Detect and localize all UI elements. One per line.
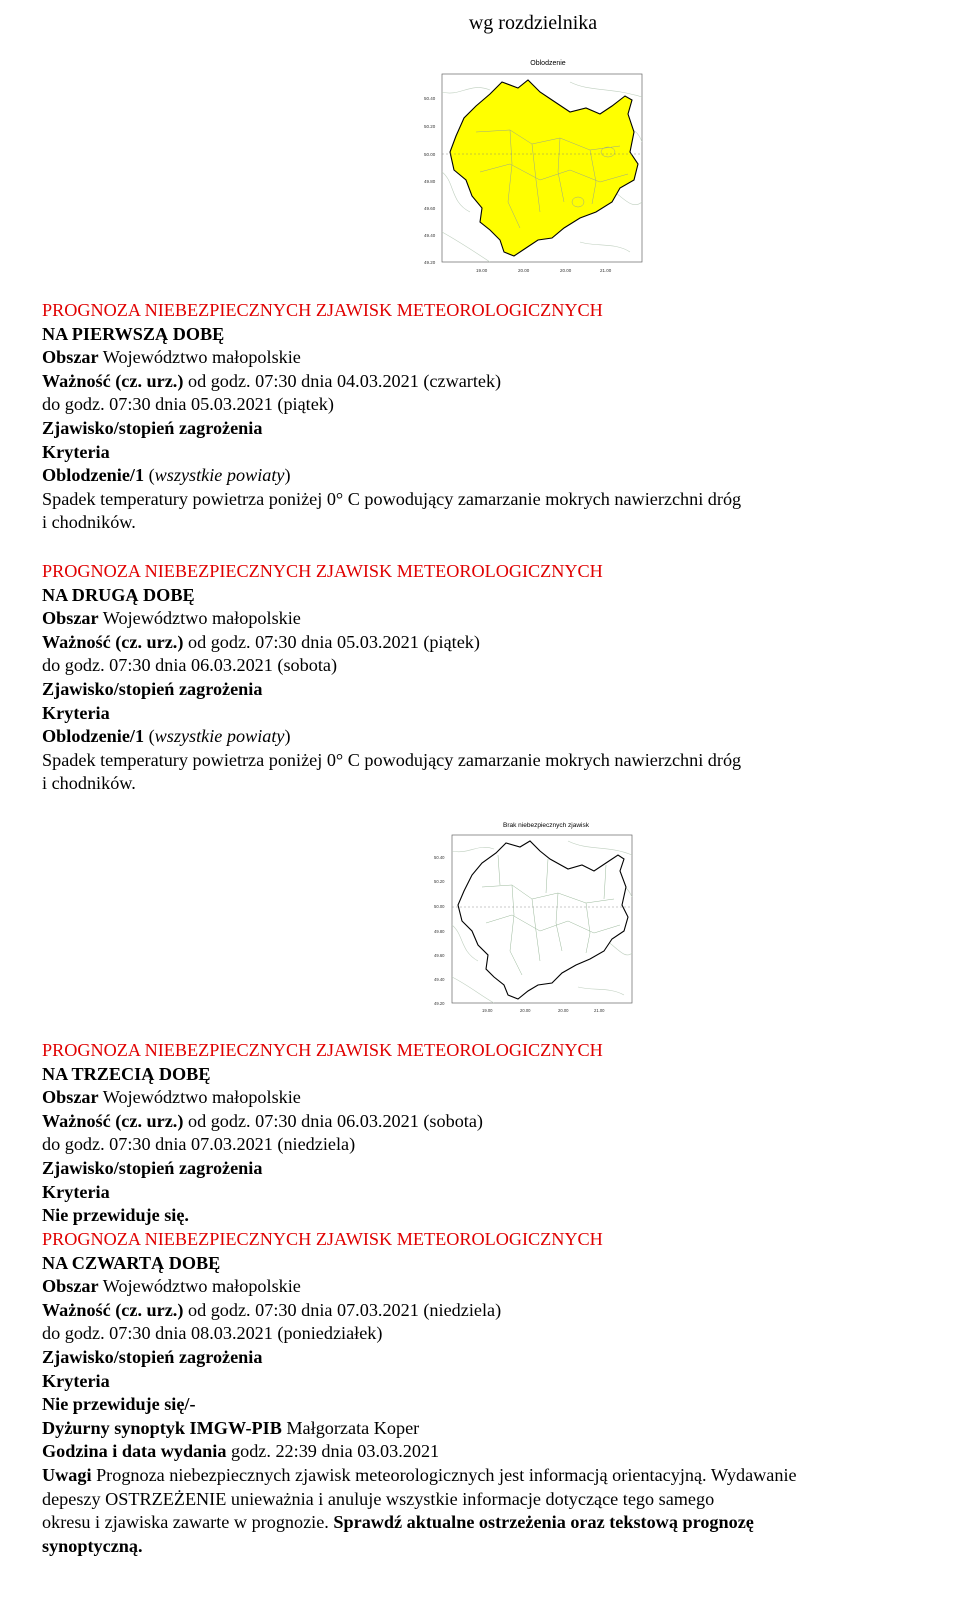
criteria-description: Spadek temperatury powietrza poniżej 0° C powodujący zamarzanie mokrych nawierzchni dróg — [42, 749, 742, 770]
validity-label: Ważność (cz. urz.) — [42, 1110, 184, 1131]
svg-text:19.00: 19.00 — [482, 1008, 493, 1013]
svg-text:49.40: 49.40 — [424, 233, 436, 238]
svg-text:50.20: 50.20 — [434, 879, 445, 884]
notes-check-warnings: Sprawdź aktualne ostrzeżenia oraz tekstową prognozę — [333, 1512, 754, 1533]
map-title: Brak niebezpiecznych zjawisk — [503, 822, 589, 829]
svg-text:50.40: 50.40 — [424, 96, 436, 101]
criteria-label: Kryteria — [42, 441, 110, 462]
svg-text:20.00: 20.00 — [558, 1008, 569, 1013]
area-label: Obszar — [42, 1087, 99, 1108]
svg-text:50.40: 50.40 — [434, 855, 445, 860]
svg-text:20.00: 20.00 — [520, 1008, 531, 1013]
validity-to: do godz. 07:30 dnia 06.03.2021 (sobota) — [42, 655, 338, 676]
validity-from: od godz. 07:30 dnia 06.03.2021 (sobota) — [183, 1110, 483, 1131]
svg-text:50.20: 50.20 — [424, 124, 436, 129]
area-value: Województwo małopolskie — [98, 1087, 301, 1108]
criteria-description-cont: i chodników. — [42, 512, 136, 533]
forecast-heading: PROGNOZA NIEBEZPIECZNYCH ZJAWISK METEOROLOGICZNYCH — [42, 561, 603, 581]
svg-text:49.40: 49.40 — [434, 977, 445, 982]
criteria-description: Spadek temperatury powietrza poniżej 0° C powodujący zamarzanie mokrych nawierzchni dróg — [42, 488, 742, 509]
map-no-hazards — [428, 815, 640, 1015]
no-hazards-value: Nie przewiduje się. — [42, 1205, 189, 1226]
validity-label: Ważność (cz. urz.) — [42, 1299, 184, 1320]
phenomenon-value: Oblodzenie/1 — [42, 465, 145, 486]
map-title: Oblodzenie — [530, 60, 566, 67]
forecast-day-3 — [42, 1039, 942, 1228]
forecast-heading: PROGNOZA NIEBEZPIECZNYCH ZJAWISK METEOROLOGICZNYCH — [42, 1229, 603, 1249]
phenomenon-label: Zjawisko/stopień zagrożenia — [42, 1346, 263, 1367]
svg-text:21.00: 21.00 — [600, 268, 612, 273]
validity-from: od godz. 07:30 dnia 05.03.2021 (piątek) — [183, 631, 480, 652]
svg-text:49.80: 49.80 — [434, 929, 445, 934]
forecast-heading: PROGNOZA NIEBEZPIECZNYCH ZJAWISK METEOROLOGICZNYCH — [42, 1040, 603, 1060]
svg-text:20.00: 20.00 — [560, 268, 572, 273]
forecast-day-label: NA CZWARTĄ DOBĘ — [42, 1252, 221, 1273]
notes-text-cont: depeszy OSTRZEŻENIE unieważnia i anuluje wszystkie informacje dotyczące tego samego — [42, 1488, 715, 1509]
validity-to: do godz. 07:30 dnia 05.03.2021 (piątek) — [42, 394, 334, 415]
issued-value: godz. 22:39 dnia 03.03.2021 — [226, 1441, 440, 1462]
forecast-day-label: NA TRZECIĄ DOBĘ — [42, 1063, 211, 1084]
validity-from: od godz. 07:30 dnia 07.03.2021 (niedziela) — [183, 1299, 502, 1320]
svg-text:50.00: 50.00 — [434, 904, 445, 909]
phenomenon-label: Zjawisko/stopień zagrożenia — [42, 417, 263, 438]
svg-text:49.80: 49.80 — [424, 179, 436, 184]
area-label: Obszar — [42, 1276, 99, 1297]
phenomenon-scope: wszystkie powiaty — [154, 465, 285, 486]
area-value: Województwo małopolskie — [98, 608, 301, 629]
phenomenon-value: Oblodzenie/1 — [42, 726, 145, 747]
notes-text: Prognoza niebezpiecznych zjawisk meteorologicznych jest informacją orientacyjną. Wydawanie — [91, 1464, 797, 1485]
map-icing — [420, 52, 650, 277]
notes-label: Uwagi — [42, 1464, 92, 1485]
area-value: Województwo małopolskie — [98, 1276, 301, 1297]
svg-text:19.00: 19.00 — [476, 268, 488, 273]
forecaster-name: Małgorzata Koper — [281, 1417, 420, 1438]
validity-label: Ważność (cz. urz.) — [42, 370, 184, 391]
phenomenon-label: Zjawisko/stopień zagrożenia — [42, 678, 263, 699]
validity-to: do godz. 07:30 dnia 07.03.2021 (niedziela) — [42, 1134, 356, 1155]
criteria-label: Kryteria — [42, 702, 110, 723]
area-label: Obszar — [42, 347, 99, 368]
svg-text:20.00: 20.00 — [518, 268, 530, 273]
svg-text:49.20: 49.20 — [434, 1001, 445, 1006]
area-label: Obszar — [42, 608, 99, 629]
phenomenon-scope: wszystkie powiaty — [154, 726, 285, 747]
forecast-day-label: NA PIERWSZĄ DOBĘ — [42, 323, 225, 344]
no-hazards-value: Nie przewiduje się/- — [42, 1394, 196, 1415]
svg-text:49.60: 49.60 — [434, 953, 445, 958]
validity-label: Ważność (cz. urz.) — [42, 631, 184, 652]
phenomenon-label: Zjawisko/stopień zagrożenia — [42, 1157, 263, 1178]
svg-text:49.60: 49.60 — [424, 206, 436, 211]
forecast-day-4 — [42, 1228, 942, 1558]
svg-text:49.20: 49.20 — [424, 260, 436, 265]
forecast-heading: PROGNOZA NIEBEZPIECZNYCH ZJAWISK METEOROLOGICZNYCH — [42, 300, 603, 320]
notes-check-warnings-end: synoptyczną. — [42, 1535, 143, 1556]
forecast-day-label: NA DRUGĄ DOBĘ — [42, 584, 195, 605]
forecast-day-1: PROGNOZA NIEBEZPIECZNYCH ZJAWISK METEOROLOGICZNYCH NA PIERWSZĄ DOBĘ Obszar Województwo małopolskie Ważność (cz. urz.) od godz. 07:30 dnia 04.03.2021 (czwartek) do godz. 07:30 dnia 05.03.2021 (piątek) Zjawisko/stopień zagrożenia Kryteria Oblodzenie/1 (wszystkie powiaty) Spadek temperatury powietrza poniżej 0° C powodujący zamarzanie mokrych nawierzchni dróg i chodników. — [42, 299, 942, 535]
issued-label: Godzina i data wydania — [42, 1441, 227, 1462]
area-value: Województwo małopolskie — [98, 347, 301, 368]
notes-text-end: okresu i zjawiska zawarte w prognozie. — [42, 1512, 334, 1533]
criteria-description-cont: i chodników. — [42, 773, 136, 794]
svg-text:50.00: 50.00 — [424, 152, 436, 157]
criteria-label: Kryteria — [42, 1181, 110, 1202]
validity-from: od godz. 07:30 dnia 04.03.2021 (czwartek) — [183, 370, 502, 391]
validity-to: do godz. 07:30 dnia 08.03.2021 (poniedziałek) — [42, 1323, 383, 1344]
forecast-day-2: PROGNOZA NIEBEZPIECZNYCH ZJAWISK METEOROLOGICZNYCH NA DRUGĄ DOBĘ Obszar Województwo małopolskie Ważność (cz. urz.) od godz. 07:30 dnia 05.03.2021 (piątek) do godz. 07:30 dnia 06.03.2021 (sobota) Zjawisko/stopień zagrożenia Kryteria Oblodzenie/1 (wszystkie powiaty) Spadek temperatury powietrza poniżej 0° C powodujący zamarzanie mokrych nawierzchni dróg i chodników. — [42, 560, 942, 796]
forecaster-label: Dyżurny synoptyk IMGW-PIB — [42, 1417, 282, 1438]
svg-text:21.00: 21.00 — [594, 1008, 605, 1013]
criteria-label: Kryteria — [42, 1370, 110, 1391]
distribution-note: wg rozdzielnika — [468, 12, 598, 34]
